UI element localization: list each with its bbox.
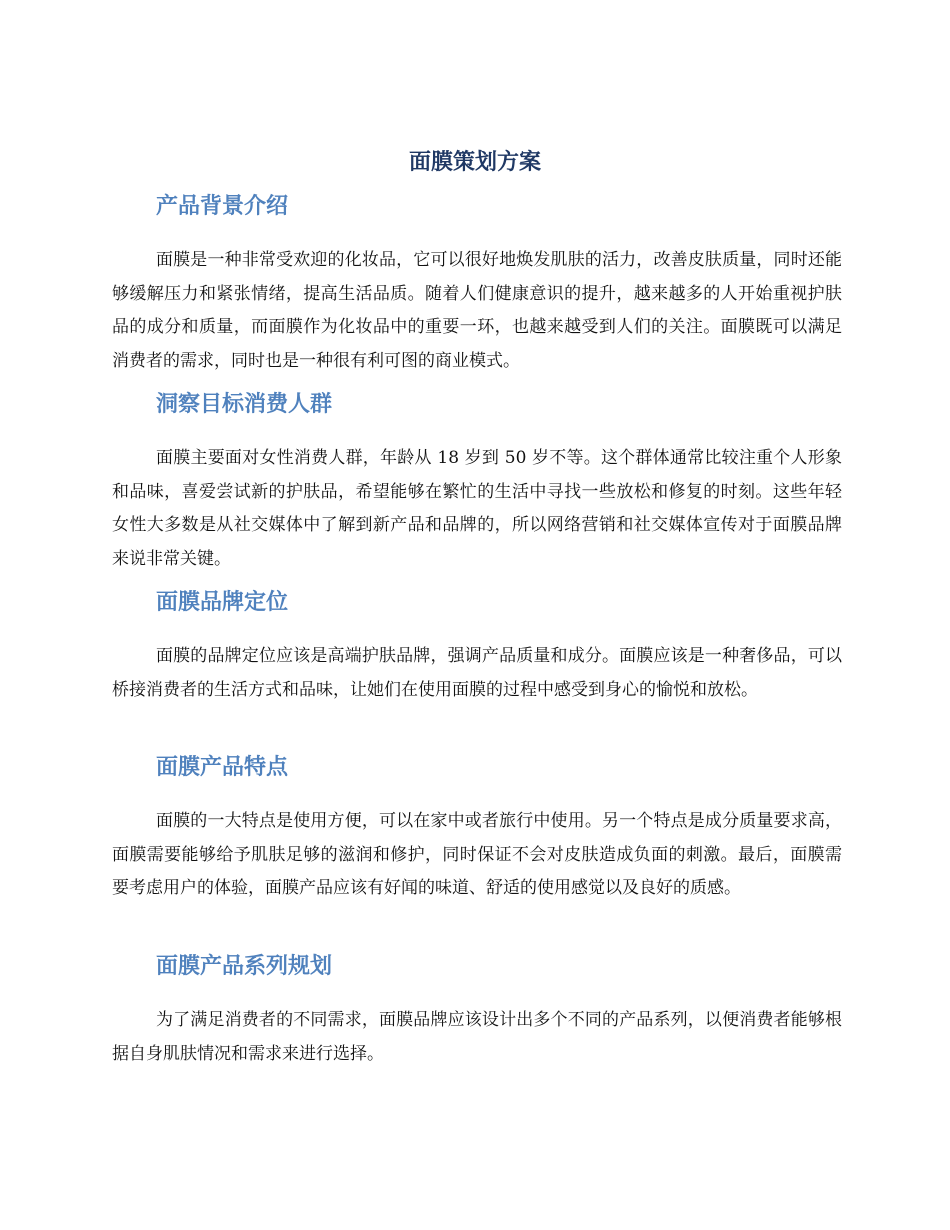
section-paragraph: 面膜的一大特点是使用方便，可以在家中或者旅行中使用。另一个特点是成分质量要求高，面膜需要能够给予肌肤足够的滋润和修护，同时保证不会对皮肤造成负面的刺激。最后，面膜需要考虑用户的体验，面膜产品应该有好闻的味道、舒适的使用感觉以及良好的质感。 [112, 811, 842, 898]
section-heading: 产品背景介绍 [156, 194, 289, 219]
section-heading: 面膜产品系列规划 [156, 954, 333, 979]
section-product-series-plan [112, 950, 842, 1071]
section-paragraph: 面膜是一种非常受欢迎的化妆品，它可以很好地焕发肌肤的活力，改善皮肤质量，同时还能够缓解压力和紧张情绪，提高生活品质。随着人们健康意识的提升，越来越多的人开始重视护肤品的成分和质量，而面膜作为化妆品中的重要一环，也越来越受到人们的关注。面膜既可以满足消费者的需求，同时也是一种很有利可图的商业模式。 [112, 250, 842, 371]
section-product-features [112, 751, 842, 906]
section-paragraph: 面膜的品牌定位应该是高端护肤品牌，强调产品质量和成分。面膜应该是一种奢侈品，可以桥接消费者的生活方式和品味，让她们在使用面膜的过程中感受到身心的愉悦和放松。 [112, 646, 842, 700]
section-target-consumers [112, 388, 842, 576]
section-paragraph: 面膜主要面对女性消费人群，年龄从 18 岁到 50 岁不等。这个群体通常比较注重个人形象和品味，喜爱尝试新的护肤品，希望能够在繁忙的生活中寻找一些放松和修复的时刻。这些年轻女性大多数是从社交媒体中了解到新产品和品牌的，所以网络营销和社交媒体宣传对于面膜品牌来说非常关键。 [112, 448, 842, 569]
section-heading: 面膜品牌定位 [156, 590, 289, 615]
document-title: 面膜策划方案 [408, 150, 541, 175]
section-heading: 洞察目标消费人群 [156, 392, 333, 417]
section-brand-positioning [112, 586, 842, 707]
section-product-background [112, 190, 842, 378]
section-heading: 面膜产品特点 [156, 755, 289, 780]
section-paragraph: 为了满足消费者的不同需求，面膜品牌应该设计出多个不同的产品系列，以便消费者能够根据自身肌肤情况和需求来进行选择。 [112, 1010, 842, 1064]
